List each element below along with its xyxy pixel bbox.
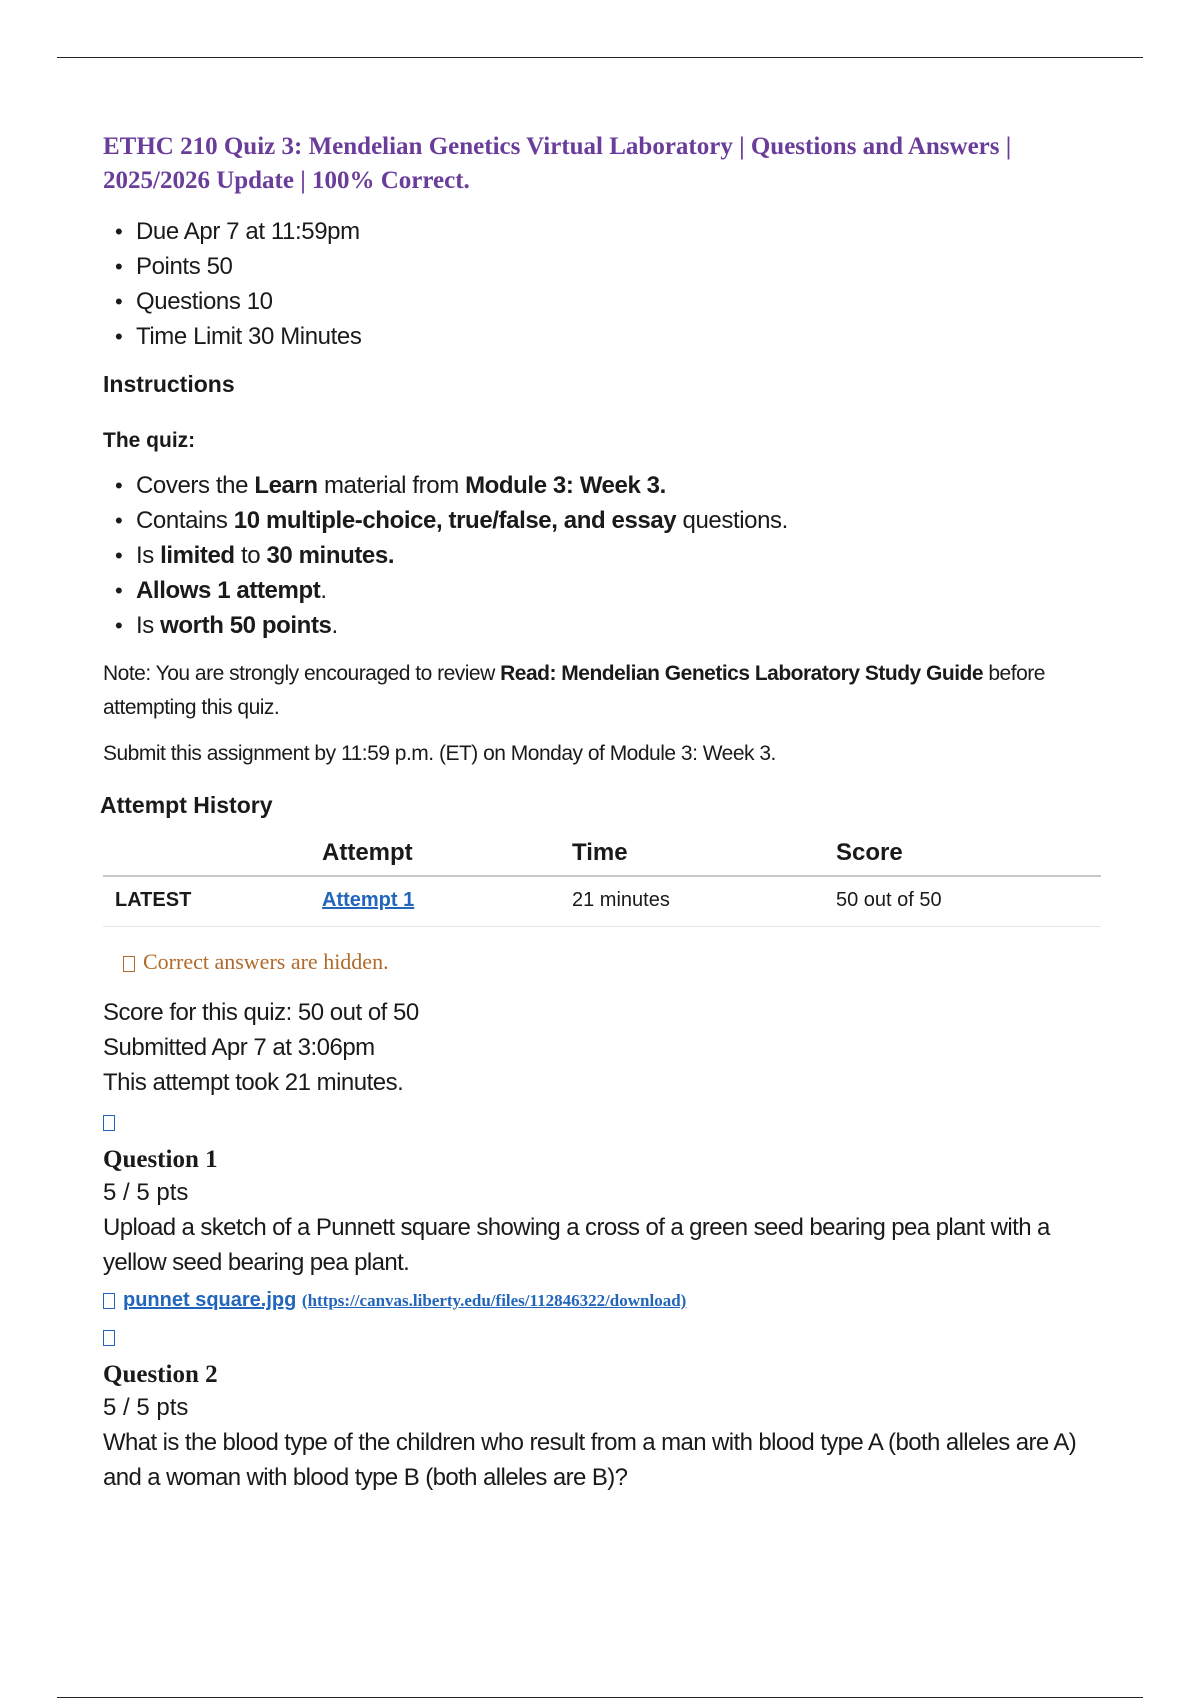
- submit-deadline: Submit this assignment by 11:59 p.m. (ET) on Monday of Module 3: Week 3.: [103, 742, 776, 765]
- question-2-block: [103, 1329, 1113, 1355]
- question-2-title: Question 2: [103, 1361, 218, 1388]
- question-flag-icon[interactable]: [103, 1115, 115, 1131]
- attempt-time: 21 minutes: [572, 876, 836, 927]
- info-icon: [123, 956, 135, 972]
- document-title: ETHC 210 Quiz 3: Mendelian Genetics Virtual Laboratory | Questions and Answers | 2025/2026 Update | 100% Correct.: [103, 133, 1012, 194]
- attempt-history-header-row: [103, 833, 1101, 876]
- submitted-summary: Submitted Apr 7 at 3:06pm: [103, 1034, 375, 1061]
- quiz-summary: [103, 995, 1113, 1100]
- question-1-text: Upload a sketch of a Punnett square showing a cross of a green seed bearing pea plant with a yellow seed bearing pea plant.: [103, 1214, 1050, 1276]
- instructions-heading: Instructions: [103, 371, 235, 397]
- quiz-detail-attempts: • Allows 1 attempt.: [103, 573, 1113, 608]
- top-rule: [57, 57, 1143, 58]
- bottom-rule: [57, 1697, 1143, 1698]
- answers-hidden-notice: [123, 947, 1113, 977]
- header-attempt: Attempt: [322, 833, 572, 876]
- quiz-meta-list: [103, 214, 1113, 354]
- question-2-points: 5 / 5 pts: [103, 1394, 189, 1421]
- quiz-detail-limit: • Is limited to 30 minutes.: [103, 538, 1113, 573]
- header-empty: [103, 833, 322, 876]
- question-flag-icon[interactable]: [103, 1330, 115, 1346]
- latest-label: LATEST: [103, 876, 322, 927]
- meta-questions: • Questions 10: [103, 284, 1113, 319]
- question-2-text: What is the blood type of the children who result from a man with blood type A (both alleles are A) and a woman with blood type B (both alleles are B)?: [103, 1429, 1077, 1491]
- quiz-details-list: [103, 468, 1113, 643]
- quiz-detail-worth: • Is worth 50 points.: [103, 608, 1113, 643]
- question-1-points: 5 / 5 pts: [103, 1179, 189, 1206]
- file-name-link[interactable]: punnet square.jpg: [123, 1289, 297, 1311]
- table-row: [103, 876, 1101, 927]
- attempt-history-heading: Attempt History: [100, 792, 273, 818]
- answers-hidden-text: Correct answers are hidden.: [143, 949, 389, 974]
- meta-points: • Points 50: [103, 249, 1113, 284]
- score-summary: Score for this quiz: 50 out of 50: [103, 999, 419, 1026]
- quiz-detail-covers: • Covers the Learn material from Module 3: Week 3.: [103, 468, 1113, 503]
- attempt-history-table: [103, 833, 1101, 927]
- study-guide-note: Note: You are strongly encouraged to review Read: Mendelian Genetics Laboratory Study Guide before attempting this quiz.: [103, 662, 1045, 719]
- question-1-block: [103, 1114, 1113, 1140]
- meta-time-limit: • Time Limit 30 Minutes: [103, 319, 1113, 354]
- duration-summary: This attempt took 21 minutes.: [103, 1069, 404, 1096]
- question-1-title: Question 1: [103, 1146, 218, 1173]
- header-time: Time: [572, 833, 836, 876]
- file-icon: [103, 1293, 115, 1309]
- meta-due: • Due Apr 7 at 11:59pm: [103, 214, 1113, 249]
- quiz-detail-contains: • Contains 10 multiple-choice, true/false, and essay questions.: [103, 503, 1113, 538]
- attempt-1-link[interactable]: Attempt 1: [322, 889, 415, 911]
- uploaded-file: [103, 1286, 1113, 1315]
- attempt-score: 50 out of 50: [836, 876, 1101, 927]
- header-score: Score: [836, 833, 1101, 876]
- page-content: [100, 130, 1113, 1495]
- file-download-link[interactable]: (https://canvas.liberty.edu/files/112846322/download): [301, 1291, 687, 1310]
- quiz-label: The quiz:: [103, 429, 196, 452]
